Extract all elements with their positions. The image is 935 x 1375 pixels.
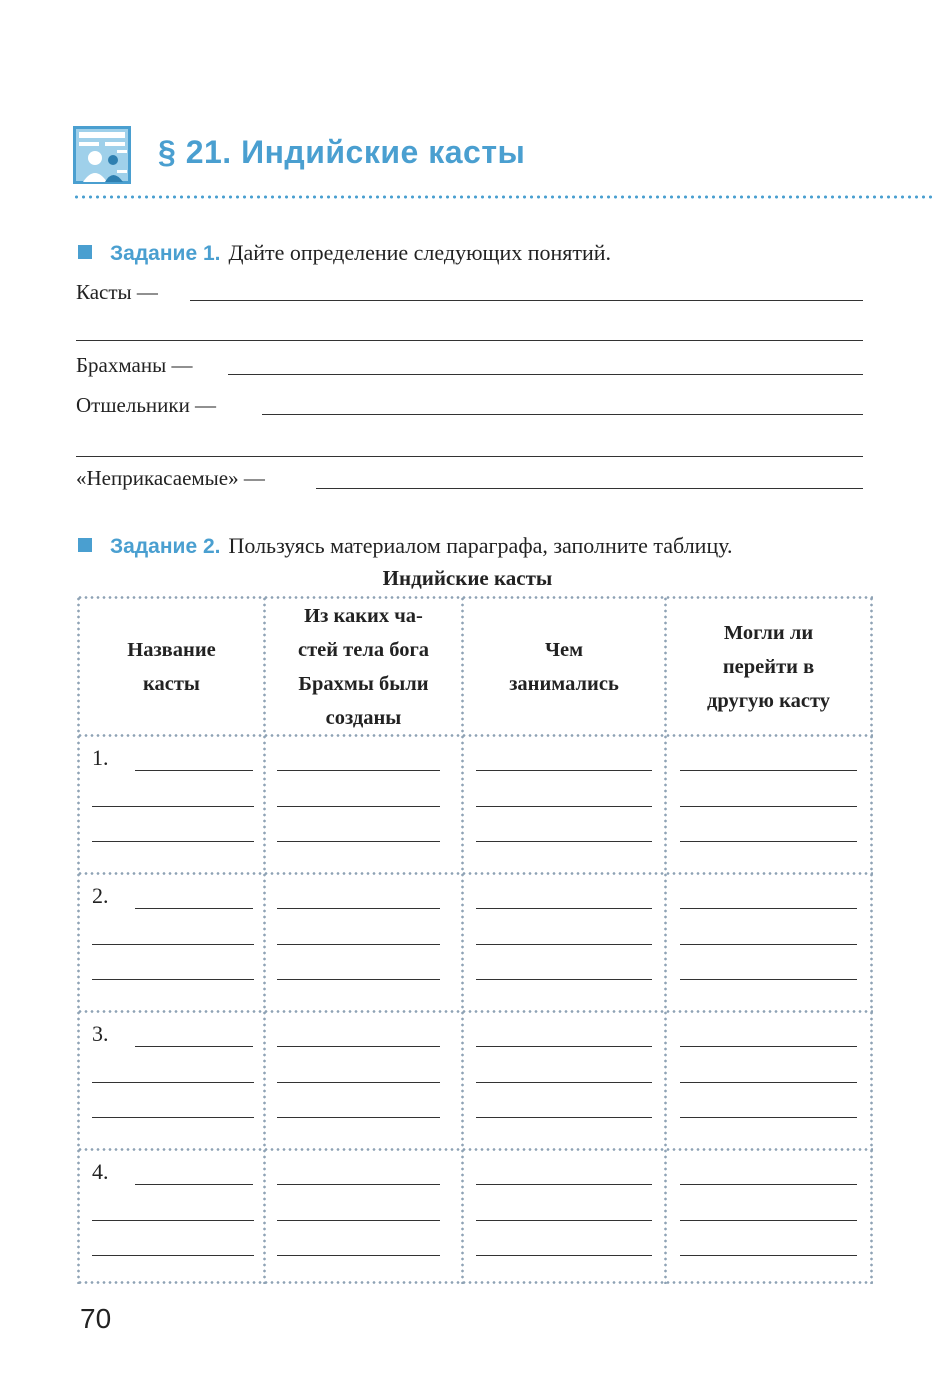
task2-label: Задание 2. <box>110 535 221 558</box>
table-border-top <box>77 596 873 599</box>
table-answer-line[interactable] <box>476 944 652 945</box>
table-answer-line[interactable] <box>476 1255 652 1256</box>
table-answer-line[interactable] <box>92 1117 254 1118</box>
task1-label: Задание 1. <box>110 242 221 265</box>
table-answer-line[interactable] <box>476 908 652 909</box>
table-answer-line[interactable] <box>680 770 857 771</box>
table-answer-line[interactable] <box>92 841 254 842</box>
table-title: Индийские касты <box>382 566 553 590</box>
table-answer-line[interactable] <box>92 944 254 945</box>
table-answer-line[interactable] <box>277 944 440 945</box>
table-row-divider <box>77 1010 873 1013</box>
answer-line-brahmins[interactable] <box>228 374 863 375</box>
table-answer-line[interactable] <box>476 1117 652 1118</box>
table-answer-line[interactable] <box>277 1184 440 1185</box>
task1-heading <box>78 240 611 266</box>
table-border-bottom <box>77 1281 873 1284</box>
table-answer-line[interactable] <box>680 1184 857 1185</box>
table-answer-line[interactable] <box>135 770 253 771</box>
table-answer-line[interactable] <box>476 1046 652 1047</box>
table-answer-line[interactable] <box>92 806 254 807</box>
task2-heading <box>78 533 733 559</box>
answer-line-hermits-2[interactable] <box>76 456 863 457</box>
table-answer-line[interactable] <box>277 908 440 909</box>
table-answer-line[interactable] <box>135 1184 253 1185</box>
table-answer-line[interactable] <box>277 806 440 807</box>
table-answer-line[interactable] <box>92 1255 254 1256</box>
table-answer-line[interactable] <box>277 770 440 771</box>
square-bullet-icon <box>78 538 92 552</box>
section-logo-icon <box>73 126 131 184</box>
answer-line-hermits[interactable] <box>262 414 863 415</box>
header-occupation: Чем занимались <box>509 639 619 695</box>
table-answer-line[interactable] <box>680 841 857 842</box>
table-answer-line[interactable] <box>680 1082 857 1083</box>
answer-line-castes[interactable] <box>190 300 863 301</box>
table-answer-line[interactable] <box>680 806 857 807</box>
table-answer-line[interactable] <box>680 944 857 945</box>
row-number: 3. <box>92 1021 109 1046</box>
table-answer-line[interactable] <box>92 979 254 980</box>
table-answer-line[interactable] <box>92 1220 254 1221</box>
page-number: 70 <box>80 1303 112 1334</box>
table-answer-line[interactable] <box>476 770 652 771</box>
table-row-divider <box>77 1148 873 1151</box>
table-answer-line[interactable] <box>680 1255 857 1256</box>
table-border-right <box>870 596 873 1284</box>
term-untouchables: «Неприкасаемые» — <box>76 466 265 490</box>
table-row-divider <box>77 872 873 875</box>
header-body-parts: Из каких ча- стей тела бога Брахмы были созданы <box>297 605 430 729</box>
table-answer-line[interactable] <box>277 1220 440 1221</box>
table-answer-line[interactable] <box>92 1082 254 1083</box>
table-answer-line[interactable] <box>476 841 652 842</box>
header-dotted-divider <box>73 195 935 199</box>
table-answer-line[interactable] <box>680 1117 857 1118</box>
task2-instruction: Пользуясь материалом параграфа, заполните таблицу. <box>228 533 733 558</box>
header-caste-name: Название касты <box>127 639 216 695</box>
table-answer-line[interactable] <box>277 1082 440 1083</box>
row-number: 4. <box>92 1159 109 1184</box>
square-bullet-icon <box>78 245 92 259</box>
table-answer-line[interactable] <box>135 908 253 909</box>
table-answer-line[interactable] <box>476 806 652 807</box>
term-castes: Касты — <box>76 280 158 304</box>
table-row-divider <box>77 734 873 737</box>
table-answer-line[interactable] <box>277 1046 440 1047</box>
table-answer-line[interactable] <box>680 1220 857 1221</box>
table-answer-line[interactable] <box>476 1184 652 1185</box>
task1-instruction: Дайте определение следующих понятий. <box>228 240 612 265</box>
answer-line-untouchables[interactable] <box>316 488 863 489</box>
table-answer-line[interactable] <box>277 979 440 980</box>
table-answer-line[interactable] <box>680 1046 857 1047</box>
table-answer-line[interactable] <box>476 979 652 980</box>
table-answer-line[interactable] <box>476 1082 652 1083</box>
header-change-caste: Могли ли перейти в другую касту <box>707 622 830 712</box>
table-answer-line[interactable] <box>277 841 440 842</box>
answer-line-castes-2[interactable] <box>76 340 863 341</box>
table-answer-line[interactable] <box>277 1255 440 1256</box>
table-answer-line[interactable] <box>277 1117 440 1118</box>
table-answer-line[interactable] <box>680 979 857 980</box>
row-number: 1. <box>92 745 109 770</box>
term-hermits: Отшельники — <box>76 393 217 417</box>
table-answer-line[interactable] <box>476 1220 652 1221</box>
table-answer-line[interactable] <box>135 1046 253 1047</box>
row-number: 2. <box>92 883 109 908</box>
page-title: § 21. Индийские касты <box>158 134 526 170</box>
table-answer-line[interactable] <box>680 908 857 909</box>
term-brahmins: Брахманы — <box>76 353 193 377</box>
